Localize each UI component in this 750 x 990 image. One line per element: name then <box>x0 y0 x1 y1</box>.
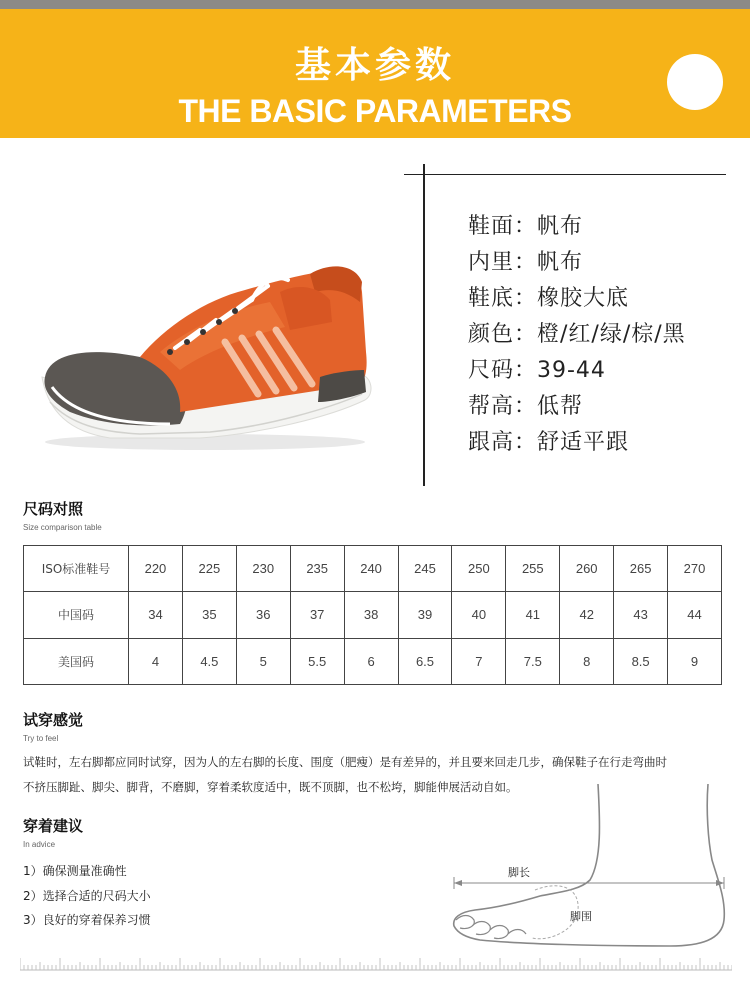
try-section-subtitle: Try to feel <box>23 734 59 743</box>
table-cell: 6.5 <box>398 638 452 684</box>
table-cell: 235 <box>290 546 344 592</box>
advice-section-subtitle: In advice <box>23 840 56 849</box>
params-vertical-divider <box>423 164 425 486</box>
table-cell: 255 <box>506 546 560 592</box>
row-label: ISO标准鞋号 <box>24 546 129 592</box>
row-label: 中国码 <box>24 592 129 638</box>
param-heel-height: 跟高：舒适平跟 <box>468 430 630 455</box>
try-section-title: 试穿感觉 <box>23 711 84 729</box>
try-paragraph-line1: 试鞋时，左右脚都应同时试穿，因为人的左右脚的长度、围度（肥瘦）是有差异的，并且要来回走几步，确保鞋子在行走弯曲时 <box>23 755 667 769</box>
param-sizes: 尺码：39-44 <box>468 358 606 383</box>
table-cell: 36 <box>236 592 290 638</box>
advice-item: 2）选择合适的尺码大小 <box>23 889 151 903</box>
table-cell: 37 <box>290 592 344 638</box>
table-cell: 42 <box>560 592 614 638</box>
foot-girth-label: 脚围 <box>570 910 592 923</box>
table-cell: 4 <box>129 638 183 684</box>
ruler-ticks <box>20 957 732 971</box>
table-cell: 35 <box>182 592 236 638</box>
table-cell: 220 <box>129 546 183 592</box>
table-cell: 225 <box>182 546 236 592</box>
table-cell: 5.5 <box>290 638 344 684</box>
advice-item: 3）良好的穿着保养习惯 <box>23 913 151 927</box>
param-colors: 颜色：橙/红/绿/棕/黑 <box>468 322 686 347</box>
try-paragraph-line2: 不挤压脚趾、脚尖、脚背，不磨脚，穿着柔软度适中，既不顶脚，也不松垮，脚能伸展活动自如。 <box>23 780 518 794</box>
table-cell: 240 <box>344 546 398 592</box>
advice-section-title: 穿着建议 <box>23 817 84 835</box>
param-upper: 鞋面：帆布 <box>468 214 584 239</box>
table-row <box>24 638 722 684</box>
header-banner <box>0 9 750 138</box>
table-cell: 8 <box>560 638 614 684</box>
table-cell: 260 <box>560 546 614 592</box>
size-section-title: 尺码对照 <box>23 500 84 518</box>
params-list <box>468 209 686 461</box>
table-cell: 39 <box>398 592 452 638</box>
table-cell: 7 <box>452 638 506 684</box>
table-cell: 7.5 <box>506 638 560 684</box>
table-cell: 245 <box>398 546 452 592</box>
row-label: 美国码 <box>24 638 129 684</box>
table-cell: 44 <box>668 592 722 638</box>
table-cell: 5 <box>236 638 290 684</box>
params-horizontal-divider <box>404 174 726 175</box>
foot-outline-icon <box>440 780 740 956</box>
table-cell: 265 <box>614 546 668 592</box>
table-cell: 250 <box>452 546 506 592</box>
foot-measurement-diagram <box>440 780 740 956</box>
table-row <box>24 592 722 638</box>
table-cell: 270 <box>668 546 722 592</box>
shoe-illustration <box>30 252 390 462</box>
banner-title-en: THE BASIC PARAMETERS <box>178 93 572 129</box>
param-lining: 内里：帆布 <box>468 250 584 275</box>
table-row <box>24 546 722 592</box>
table-cell: 43 <box>614 592 668 638</box>
param-sole: 鞋底：橡胶大底 <box>468 286 630 311</box>
table-cell: 40 <box>452 592 506 638</box>
table-cell: 9 <box>668 638 722 684</box>
table-cell: 6 <box>344 638 398 684</box>
table-cell: 4.5 <box>182 638 236 684</box>
size-comparison-table <box>23 545 722 685</box>
advice-item: 1）确保测量准确性 <box>23 864 127 878</box>
size-section-subtitle: Size comparison table <box>23 523 102 532</box>
table-cell: 34 <box>129 592 183 638</box>
top-strip <box>0 0 750 9</box>
product-shoe-image <box>30 252 390 462</box>
table-cell: 8.5 <box>614 638 668 684</box>
table-cell: 230 <box>236 546 290 592</box>
table-cell: 41 <box>506 592 560 638</box>
param-upper-height: 帮高：低帮 <box>468 394 584 419</box>
ruler-decoration <box>20 956 732 970</box>
foot-length-label: 脚长 <box>508 866 530 879</box>
banner-title-cn: 基本参数 <box>294 45 455 86</box>
circle-decoration-icon <box>667 54 723 110</box>
table-cell: 38 <box>344 592 398 638</box>
